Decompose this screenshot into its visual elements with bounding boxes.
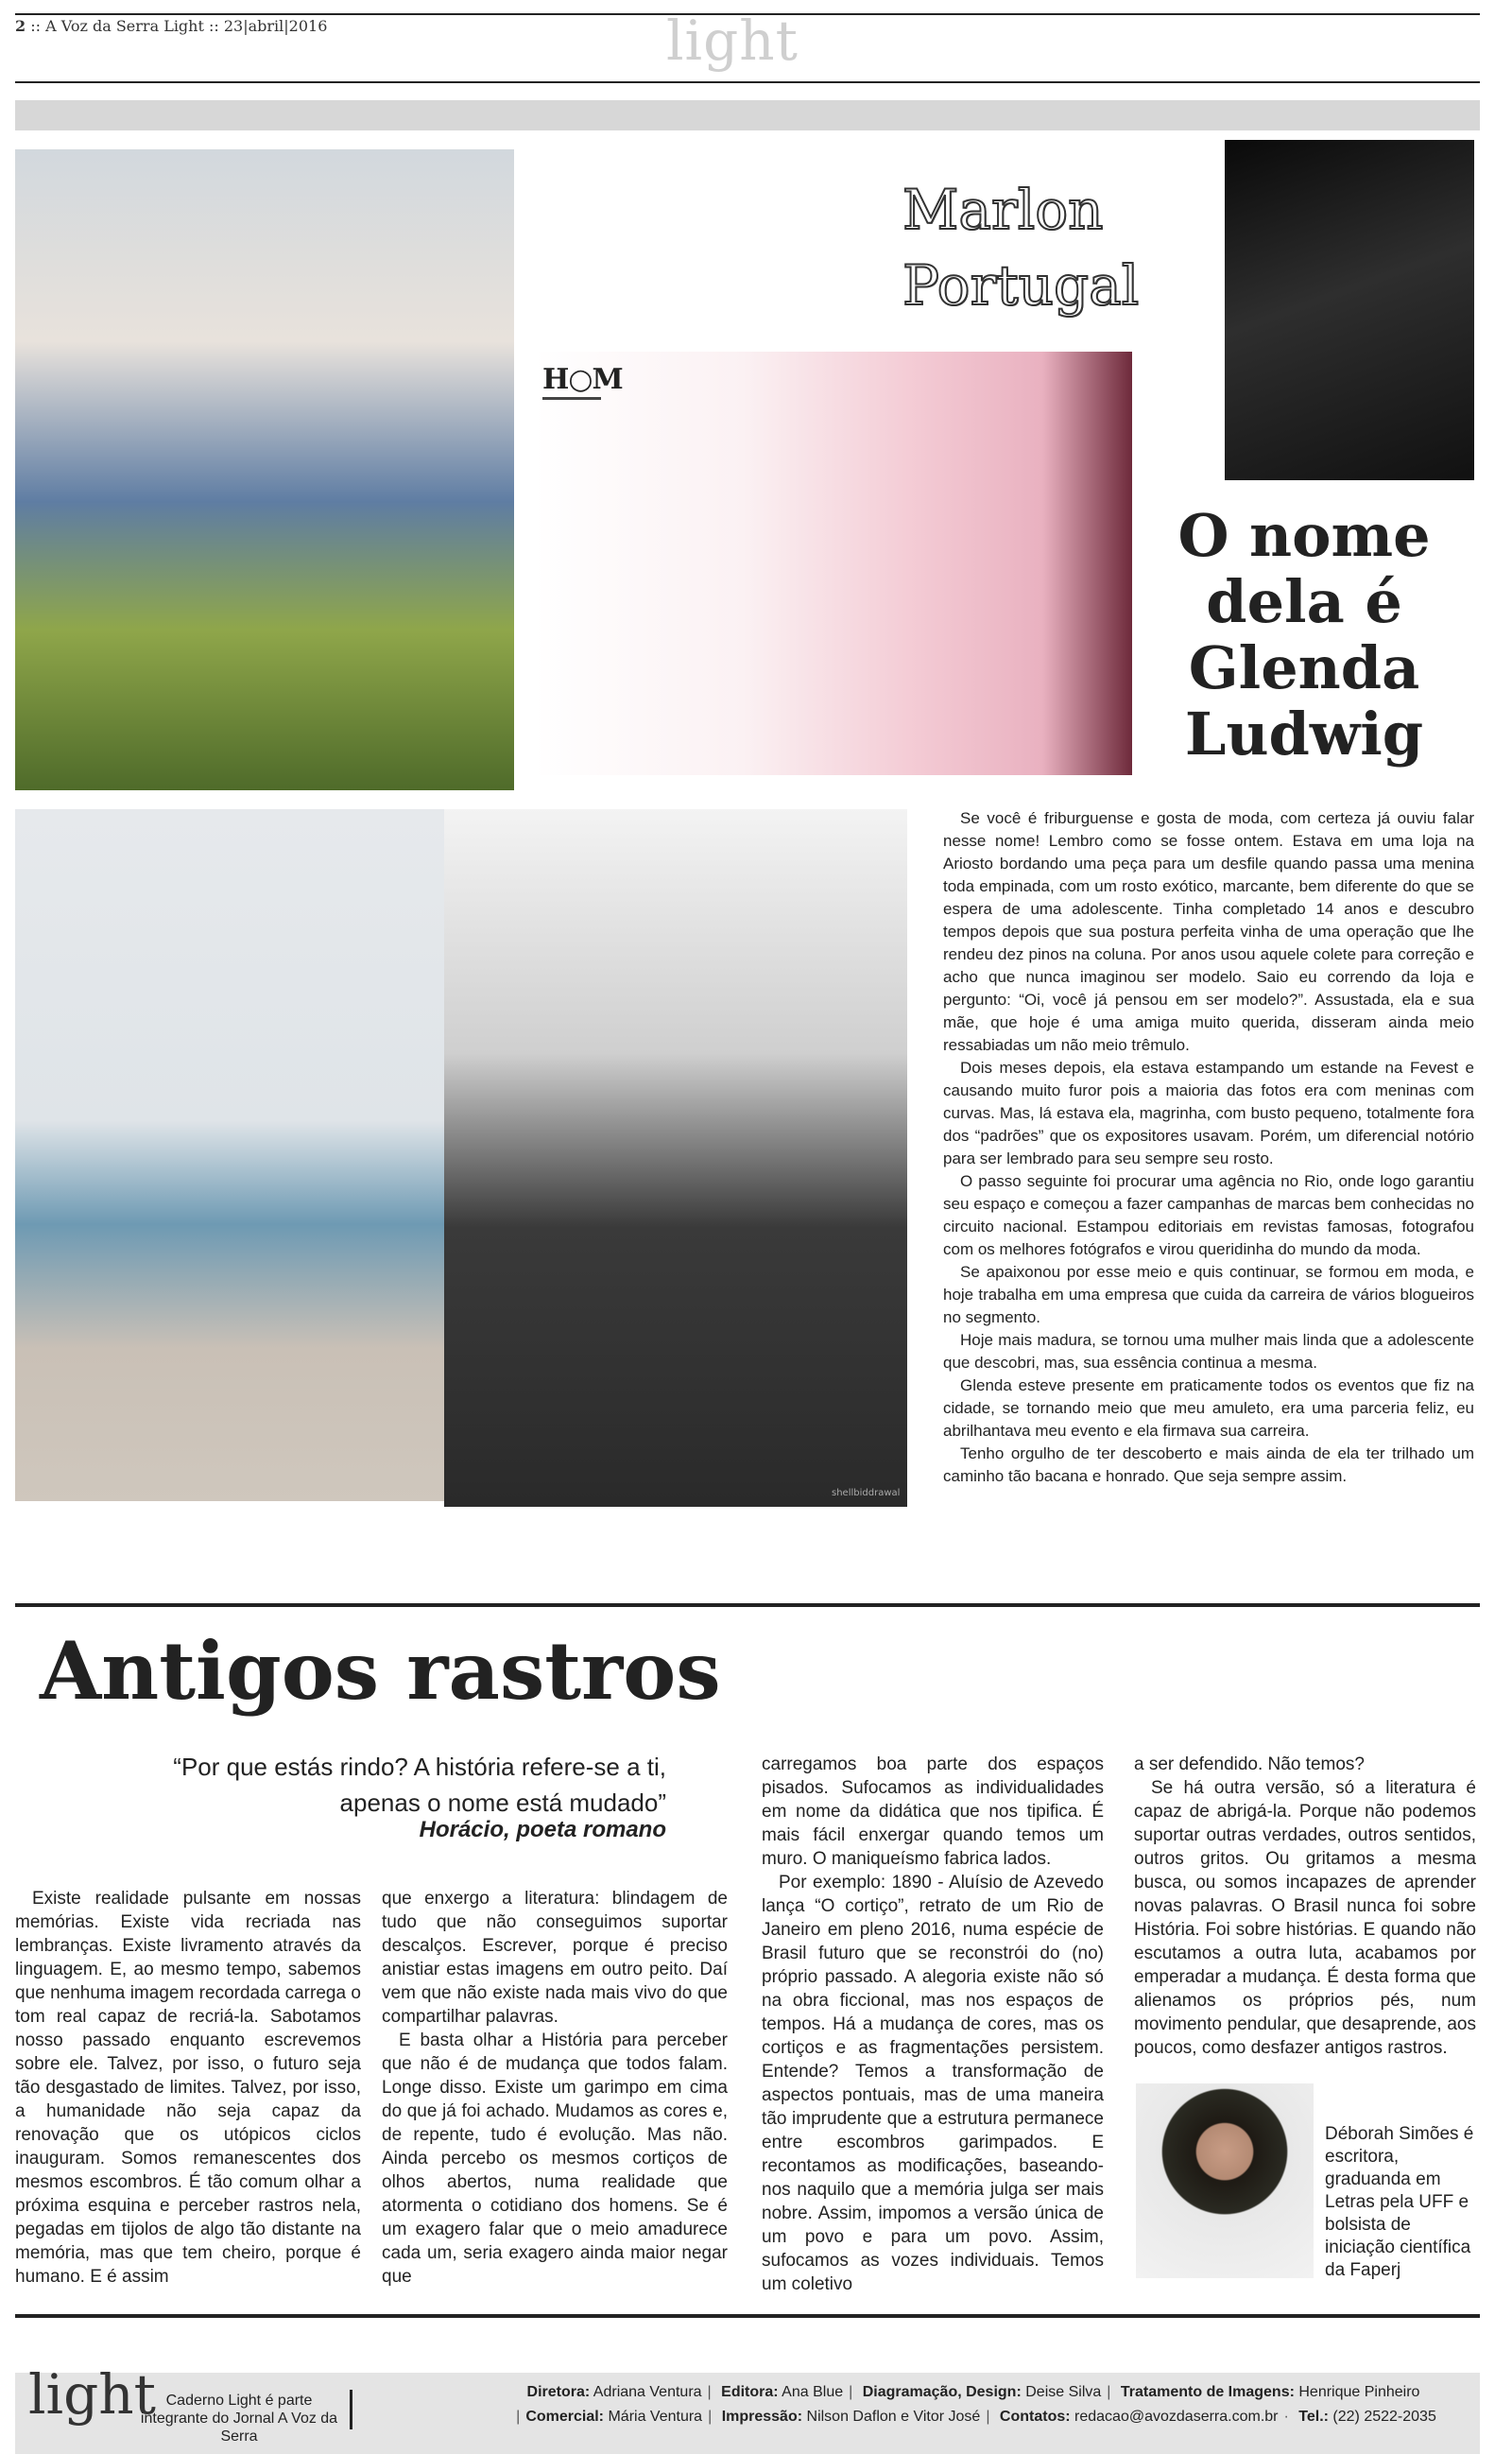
feature-paragraph: Glenda esteve presente em praticamente todos os eventos que fiz na cidade, se tornando meio que meu amuleto, era uma parceria feliz, eu abrilhantava meu evento e ela firmava sua carreira. [943, 1376, 1474, 1440]
photo-model-portrait-pink [534, 352, 1132, 775]
section-divider [15, 1603, 1480, 1607]
photo-credit: shellbiddrawal [832, 1488, 901, 1498]
brand-logo: H○M [542, 363, 623, 396]
essay-column-1 [15, 1887, 361, 2289]
essay-title: Antigos rastros [40, 1624, 721, 1718]
credit-value: Mária Ventura [608, 2409, 703, 2425]
footer-logo: light [28, 2362, 156, 2427]
essay-paragraph: Existe realidade pulsante em nossas memórias. Existe vida recriada nas lembranças. Existe livramento através da linguagem. E, ao mesmo tempo, sabemos que nenhuma imagem recordada carrega o tom real capaz de recriá-la. Sabotamos nosso passado enquanto escrevemos sobre ele. Talvez, por isso, o futuro seja tão desgastado de limites. Talvez, por isso, a humanidade não seja capaz da renovação que os utópicos ciclos inauguram. Somos remanescentes dos mesmos escombros. É tão comum olhar a próxima esquina e perceber rastros nela, pegadas em tijolos de algo tão distante na memória, mas que tem cheiro, porque é humano. E é assim [15, 1889, 361, 2287]
brand-logo-underline [542, 397, 601, 400]
page-number: 2 [15, 17, 26, 35]
essay-column-3 [762, 1753, 1104, 2296]
credit-label: Tel.: [1298, 2409, 1329, 2425]
credits-line-2: | Comercial: Mária Ventura | Impressão: Nilson Daflon e Vitor José | Contatos: redacao@avozdaserra.com.br · Tel.: (22) 2522-2035 [516, 2409, 1436, 2425]
essay-column-4 [1134, 1753, 1476, 2060]
feature-title: O nome dela é Glenda Ludwig [1177, 501, 1431, 769]
credit-value: Henrique Pinheiro [1298, 2384, 1420, 2400]
epigraph-line2: apenas o nome está mudado” [339, 1789, 666, 1817]
section-logo: light [666, 9, 799, 73]
feature-paragraph: Tenho orgulho de ter descoberto e mais ainda de ela ter trilhado um caminho tão bacana e honrado. Que seja sempre assim. [943, 1444, 1474, 1485]
contact-email[interactable]: redacao@avozdaserra.com.br [1074, 2409, 1279, 2425]
credit-value: Adriana Ventura [593, 2384, 702, 2400]
footer-separator [350, 2390, 352, 2429]
header-bottom-rule [15, 81, 1480, 83]
credit-label: Comercial: [525, 2409, 605, 2425]
credit-value: Deise Silva [1025, 2384, 1102, 2400]
author-name-line1: Marlon [902, 178, 1104, 242]
grey-band [15, 100, 1480, 130]
credit-label: Diagramação, Design: [862, 2384, 1022, 2400]
author-name-line2: Portugal [902, 253, 1140, 318]
credit-value: Ana Blue [782, 2384, 844, 2400]
staff-credits [482, 2380, 1465, 2429]
photo-model-sweater [444, 809, 907, 1507]
credit-label: Impressão: [721, 2409, 803, 2425]
photo-marlon-portugal [1225, 140, 1474, 480]
feature-paragraph: Dois meses depois, ela estava estampando um estande na Fevest e causando muito furor pois a maioria das fotos era com meninas com curvas. Mas, lá estava ela, magrinha, com busto pequeno, totalmente fora dos “padrões” que os expositores usavam. Porém, um diferencial notório para ser lembrado para seu sempre seu rosto. [943, 1059, 1474, 1167]
credit-label: Tratamento de Imagens: [1120, 2384, 1295, 2400]
epigraph-author: Horácio, poeta romano [419, 1817, 666, 1842]
photo-model-iguana [15, 149, 514, 790]
feature-paragraph: Se você é friburguense e gosta de moda, com certeza já ouviu falar nesse nome! Lembro como se fosse ontem. Estava em uma loja na Ariosto bordando uma peça para um desfile quando passa uma menina toda empinada, com um rosto exótico, marcante, bem diferente do que se espera de uma adolescente. Tinha completado 14 anos e descubro tempos depois que sua postura perfeita vinha de uma operação que lhe rendeu dez pinos na coluna. Por anos usou aquele colete para correção e acho que nunca imaginou ser modelo. Saio eu correndo da loja e pergunto: “Oi, você já pensou em ser modelo?”. Assustada, ela e sua mãe, que hoje é uma amiga muito querida, disseram ainda meio ressabiadas um não meio trêmulo. [943, 809, 1474, 1054]
footer-tagline: Caderno Light é parte integrante do Jornal A Voz da Serra [140, 2393, 338, 2445]
essay-column-2 [382, 1887, 728, 2289]
credit-label: Diretora: [526, 2384, 591, 2400]
epigraph [142, 1749, 666, 1821]
credits-line-1: Diretora: Adriana Ventura | Editora: Ana Blue | Diagramação, Design: Deise Silva | Tratamento de Imagens: Henrique Pinheiro [526, 2384, 1420, 2400]
contact-phone: (22) 2522-2035 [1332, 2409, 1436, 2425]
credit-label: Editora: [721, 2384, 779, 2400]
author-name [902, 172, 1186, 323]
feature-article [943, 807, 1474, 1488]
header-info [15, 17, 327, 35]
credit-label: Contatos: [999, 2409, 1071, 2425]
feature-paragraph: O passo seguinte foi procurar uma agência no Rio, onde logo garantiu seu espaço e começou a fazer campanhas de marcas bem conhecidas no circuito nacional. Estampou editoriais em revistas famosas, fotografou com os melhores fotógrafos e virou queridinha do mundo da moda. [943, 1172, 1474, 1258]
essay-paragraph: Se há outra versão, só a literatura é capaz de abrigá-la. Porque não podemos suportar outras verdades, outros sentidos, outros gritos. Ou gritamos a mesma busca, ou somos incapazes de aprender novas palavras. O Brasil nunca foi sobre História. Foi sobre histórias. E quando não escutamos a outra luta, acabamos por emperadar a mudança. É desta forma que alienamos os próprios pés, num movimento pendular, que desaprende, aos poucos, como desfazer antigos rastros. [1134, 1778, 1476, 2058]
essay-paragraph: carregamos boa parte dos espaços pisados. Sufocamos as individualidades em nome da didática que nos tipifica. É mais fácil enxergar quando temos um muro. O maniqueísmo fabrica lados. [762, 1754, 1104, 1869]
footer-rule [15, 2314, 1480, 2318]
credit-value: Nilson Daflon e Vitor José [806, 2409, 981, 2425]
feature-paragraph: Hoje mais madura, se tornou uma mulher mais linda que a adolescente que descobri, mas, sua essência continua a mesma. [943, 1331, 1474, 1372]
photo-model-skater [15, 809, 501, 1501]
epigraph-line1: “Por que estás rindo? A história refere-se a ti, [173, 1753, 666, 1781]
essay-paragraph: Por exemplo: 1890 - Aluísio de Azevedo lança “O cortiço”, retrato de um Rio de Janeiro em pleno 2016, numa espécie de Brasil futuro que se reconstrói do (no) próprio passado. A alegoria existe não só na obra ficcional, mas nos espaços de tempos. Há a mudança de cores, mas os cortiços e as fragmentações persistem. Entende? Temos a transformação de aspectos pontuais, mas de uma maneira tão imprudente que a estrutura permanece entre escombros garimpados. E recontamos as modificações, baseando-nos naquilo que a memória julga ser mais nobre. Assim, impomos a versão única de um povo e para um povo. Assim, sufocamos as vozes individuais. Temos um coletivo [762, 1873, 1104, 2294]
essay-paragraph: que enxergo a literatura: blindagem de tudo que não conseguimos suportar descalços. Escrever, porque é preciso anistiar estas imagens em outro peito. Daí vem que não existe nada mais vivo do que compartilhar palavras. [382, 1889, 728, 2027]
essay-paragraph: E basta olhar a História para perceber que não é de mudança que todos falam. Longe disso. Existe um garimpo em cima do que já foi achado. Mudamos as cores e, de repente, tudo é evolução. Mas não. Ainda percebo os mesmos cortiços de olhos abertos, numa realidade que atormenta o cotidiano dos homens. Se é um exagero falar que o meio amadurece cada um, seria exagero ainda maior negar que [382, 2031, 728, 2287]
header-issue: :: A Voz da Serra Light :: 23|abril|2016 [26, 17, 328, 35]
feature-paragraph: Se apaixonou por esse meio e quis continuar, se formou em moda, e hoje trabalha em uma empresa que cuida da carreira de vários blogueiros no segmento. [943, 1263, 1474, 1326]
essay-paragraph: a ser defendido. Não temos? [1134, 1754, 1365, 1774]
photo-essay-author [1136, 2083, 1314, 2278]
author-bio: Déborah Simões é escritora, graduanda em Letras pela UFF e bolsista de iniciação científica da Faperj [1325, 2124, 1474, 2280]
